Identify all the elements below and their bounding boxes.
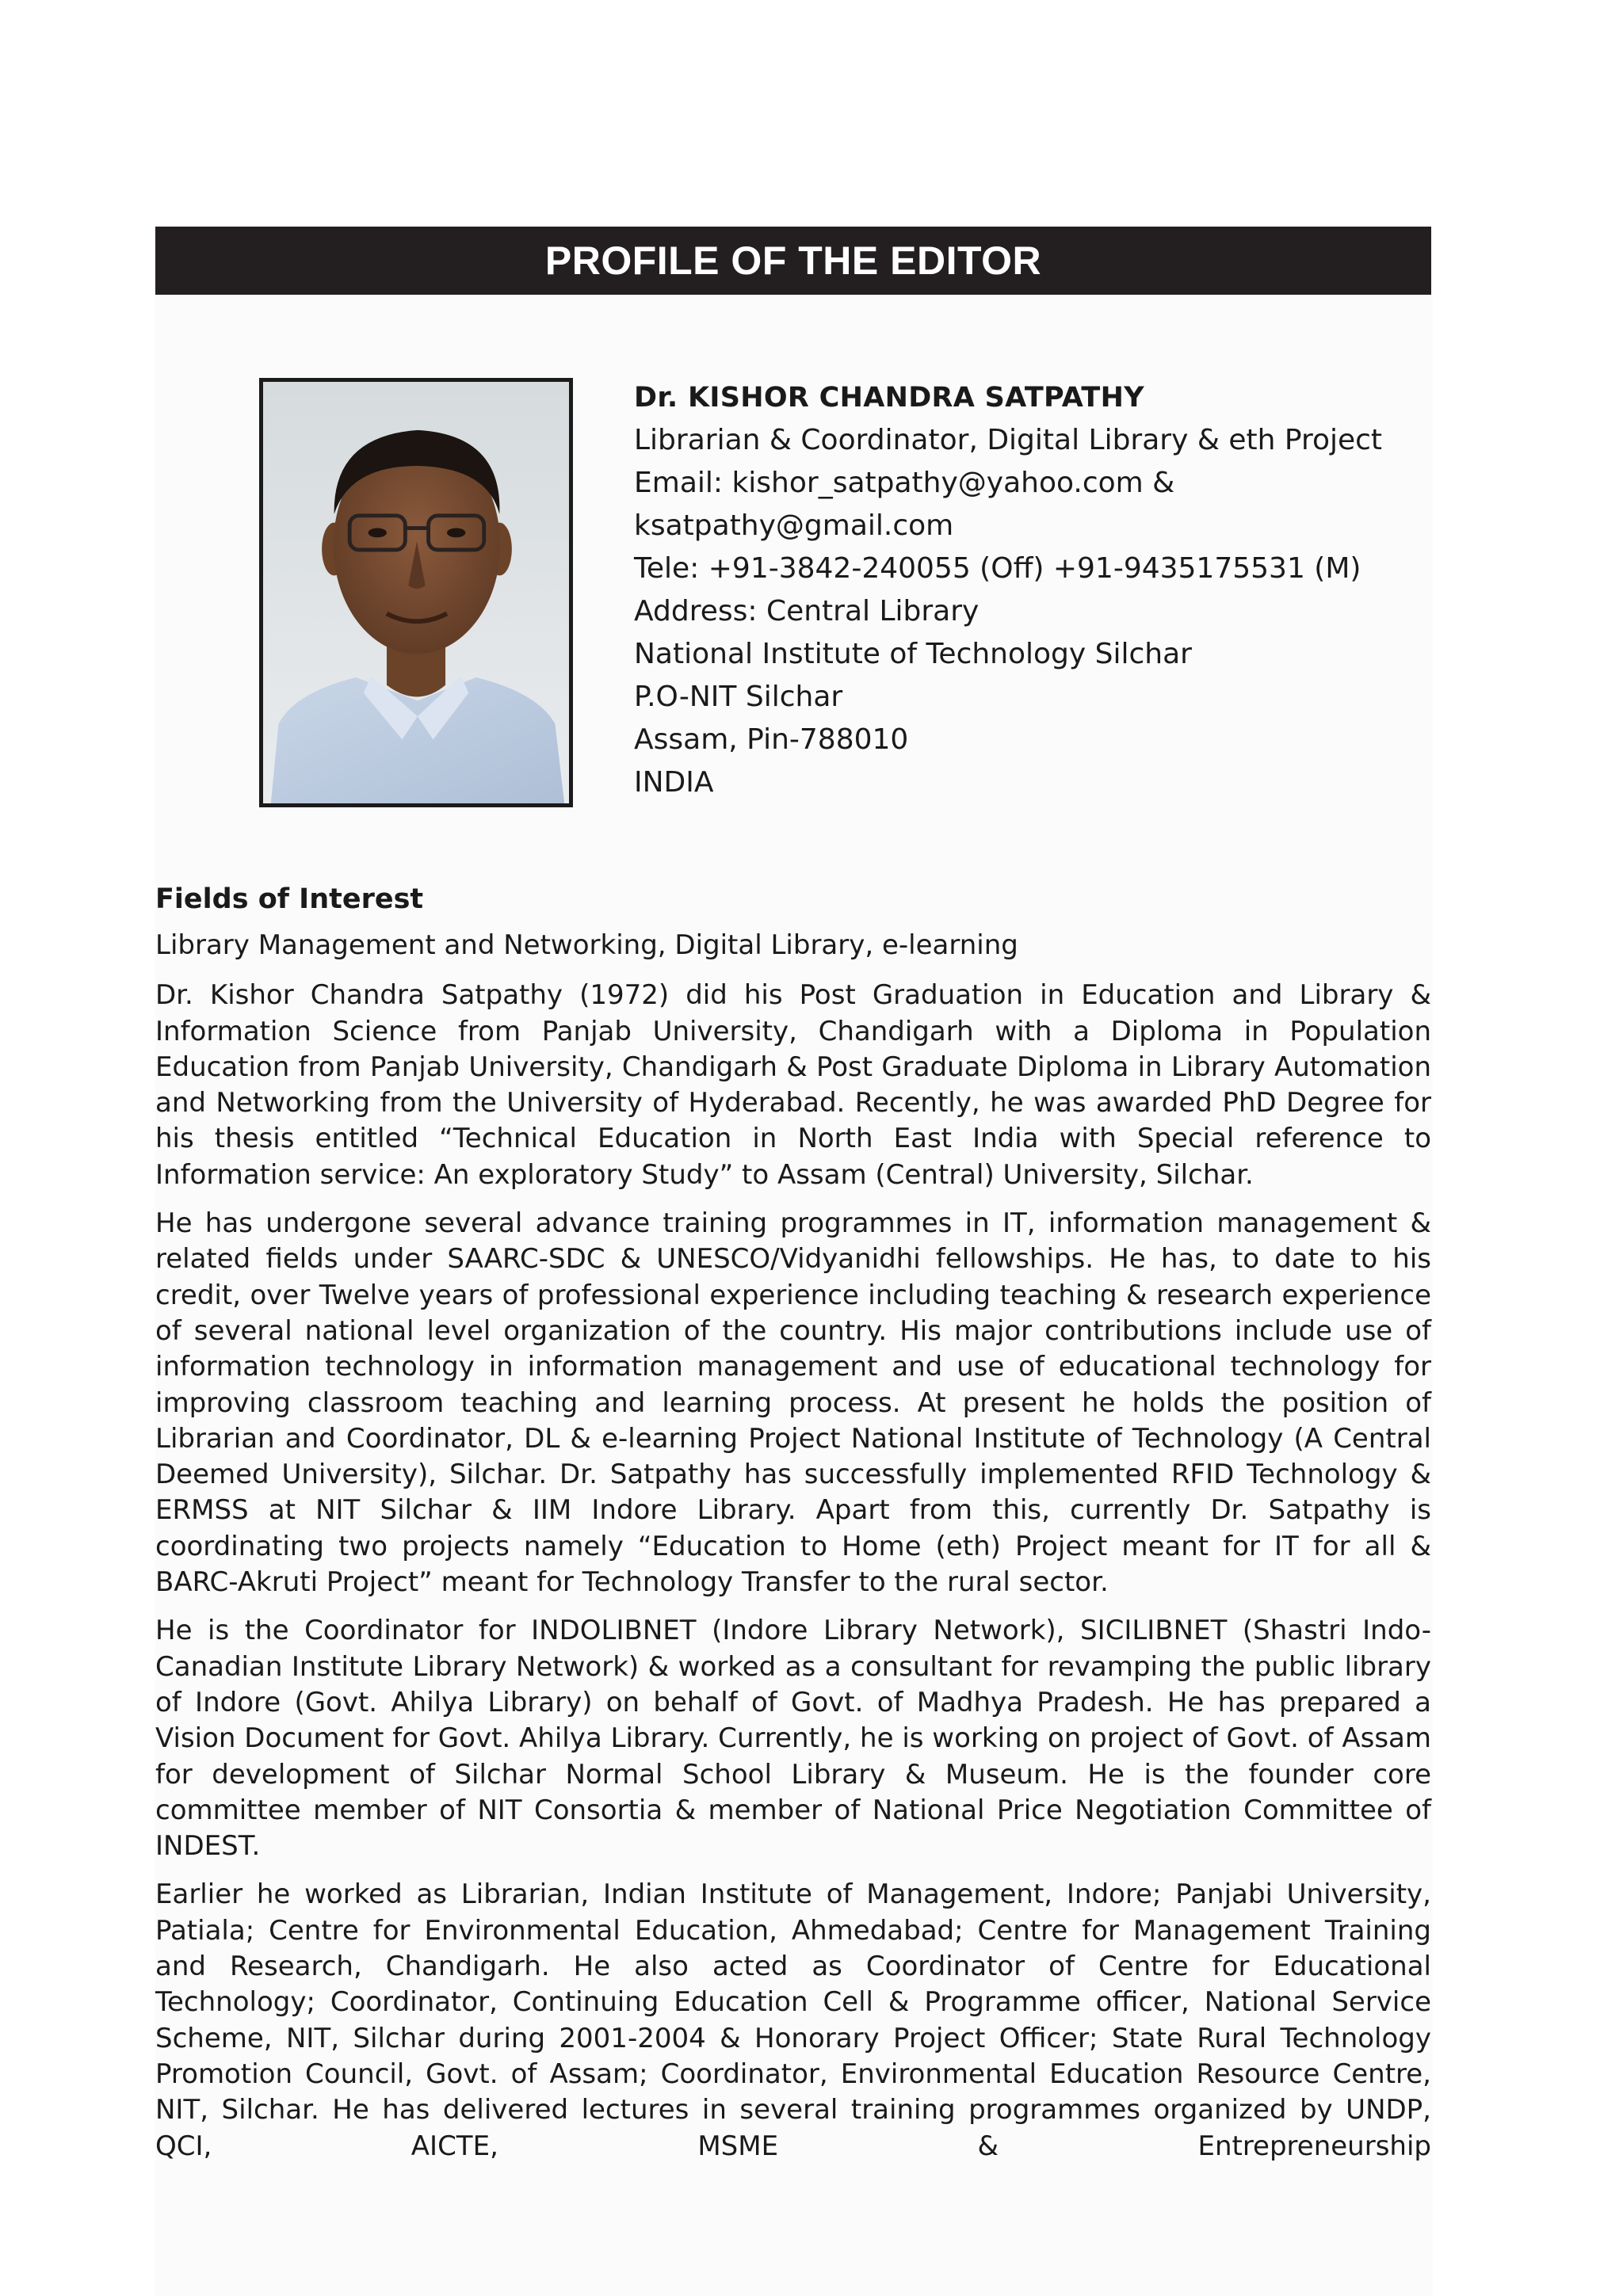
paragraph-education: Dr. Kishor Chandra Satpathy (1972) did his Post Graduation in Education and Library & Information Science from Panjab University, Chandigarh with a Diploma in Population Education from Panjab University, Chandigarh & Post Graduate Diploma in Library Automation and Networking from the University of Hyderabad. Recently, he was awarded PhD Degree for his thesis entitled “Technical Education in North East India with Special reference to Information service: An exploratory Study” to Assam (Central) University, Silchar. (155, 979, 1431, 1191)
address-line: INDIA (634, 766, 714, 799)
page-title: PROFILE OF THE EDITOR (155, 227, 1431, 295)
designation: Librarian & Coordinator, Digital Library & eth Project (634, 424, 1383, 456)
address-line: P.O-NIT Silchar (634, 681, 843, 713)
email-line: Email: kishor_satpathy@yahoo.com & (634, 467, 1175, 499)
paragraph-training: He has undergone several advance training programmes in IT, information management & related fields under SAARC-SDC & UNESCO/Vidyanidhi fellowships. He has, to date to his credit, over Twelve years of professional experience including teaching & research experience of several national level organization of the country. His major contributions include use of information technology in information management and use of educational technology for improving classroom teaching and learning process. At present he holds the position of Librarian and Coordinator, DL & e-learning Project National Institute of Technology (A Central Deemed University), Silchar. Dr. Satpathy has successfully implemented RFID Technology & ERMSS at NIT Silchar & IIM Indore Library. Apart from this, currently Dr. Satpathy is coordinating two projects namely “Education to Home (eth) Project meant for IT for all & BARC-Akruti Project” meant for Technology Transfer to the rural sector. (155, 1207, 1431, 1599)
address-line: Address: Central Library (634, 595, 980, 627)
paragraph-career: Earlier he worked as Librarian, Indian Institute of Management, Indore; Panjabi University, Patiala; Centre for Environmental Education, Ahmedabad; Centre for Management Training and Research, Chandigarh. He also acted as Coordinator of Centre for Educational Technology; Coordinator, Continuing Education Cell & Programme officer, National Service Scheme, NIT, Silchar during 2001-2004 & Honorary Project Officer; State Rural Technology Promotion Council, Govt. of Assam; Coordinator, Environmental Education Resource Centre, NIT, Silchar. He has delivered lectures in several training programmes organized by UNDP, QCI, AICTE, MSME & Entrepreneurship (155, 1878, 1431, 2162)
profile-body (155, 875, 1431, 2177)
paragraph-coordinator: He is the Coordinator for INDOLIBNET (Indore Library Network), SICILIBNET (Shastri Indo-Canadian Institute Library Network) & worked as a consultant for revamping the public library of Indore (Govt. Ahilya Library) on behalf of Govt. of Madhya Pradesh. He has prepared a Vision Document for Govt. Ahilya Library. Currently, he is working on project of Govt. of Assam for development of Silchar Normal School Library & Museum. He is the founder core committee member of NIT Consortia & member of National Price Negotiation Committee of INDEST. (155, 1615, 1431, 1863)
contact-block (634, 376, 1434, 804)
fields-of-interest-heading: Fields of Interest (155, 883, 424, 915)
editor-photo (259, 378, 573, 807)
portrait-photo-icon (263, 382, 569, 803)
email-line-secondary: ksatpathy@gmail.com (634, 509, 954, 542)
address-line: Assam, Pin-788010 (634, 723, 909, 756)
address-line: National Institute of Technology Silchar (634, 638, 1192, 670)
fields-of-interest-text: Library Management and Networking, Digital Library, e-learning (155, 929, 1018, 961)
telephone: Tele: +91-3842-240055 (Off) +91-9435175531 (M) (634, 552, 1361, 585)
editor-name: Dr. KISHOR CHANDRA SATPATHY (634, 382, 1144, 414)
